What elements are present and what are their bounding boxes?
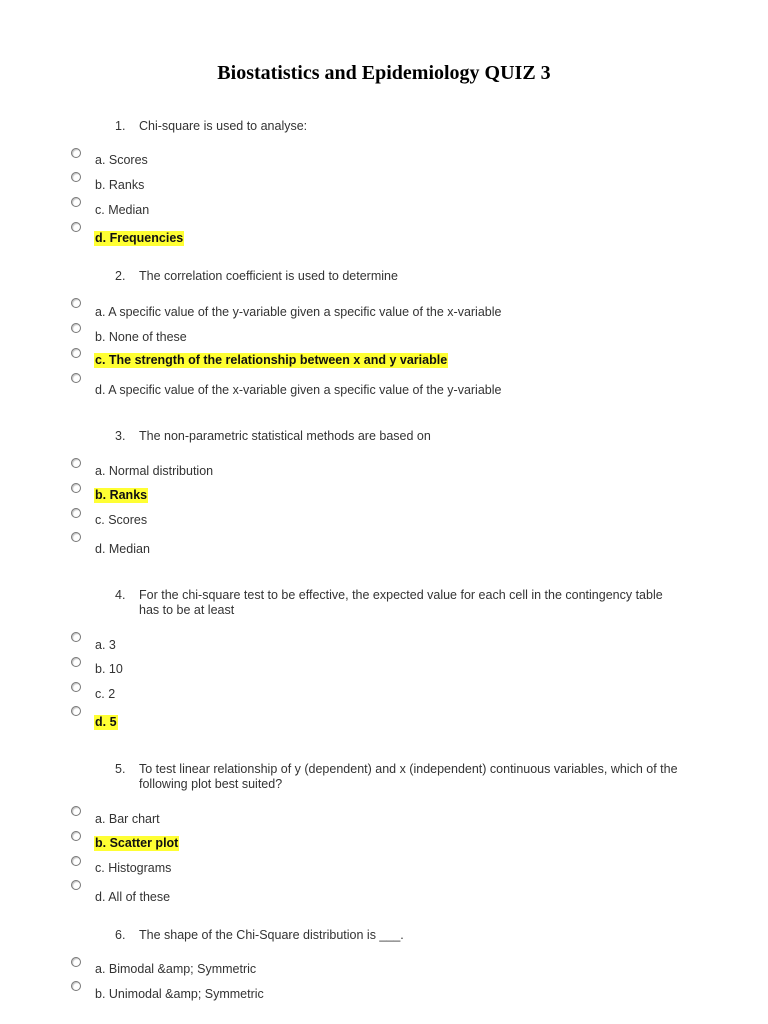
- option-label: d. A specific value of the x-variable given a specific value of the y-variable: [95, 383, 502, 397]
- correct-option-label: b. Ranks: [95, 488, 148, 502]
- radio-button[interactable]: [71, 323, 81, 333]
- option-label: c. Histograms: [95, 861, 172, 875]
- question-number: 3.: [115, 429, 126, 443]
- option-label: b. 10: [95, 662, 123, 676]
- radio-button[interactable]: [71, 981, 81, 991]
- option-label: d. All of these: [95, 890, 171, 904]
- option-label: c. Scores: [95, 513, 148, 527]
- question-text: The correlation coefficient is used to determine: [139, 269, 398, 283]
- option-label: b. Unimodal &amp; Symmetric: [95, 987, 264, 1001]
- question-6: [115, 928, 715, 943]
- question-text: To test linear relationship of y (dependent) and x (independent) continuous variables, which of the following plot best suited?: [139, 762, 678, 791]
- option-label: b. Ranks: [95, 178, 145, 192]
- question-number: 5.: [115, 762, 126, 776]
- radio-button[interactable]: [71, 222, 81, 232]
- radio-button[interactable]: [71, 148, 81, 158]
- radio-button[interactable]: [71, 706, 81, 716]
- radio-button[interactable]: [71, 657, 81, 667]
- question-text: The shape of the Chi-Square distribution is ___.: [139, 928, 404, 942]
- radio-button[interactable]: [71, 957, 81, 967]
- radio-button[interactable]: [71, 632, 81, 642]
- question-number: 2.: [115, 269, 126, 283]
- question-3: [115, 429, 715, 444]
- radio-button[interactable]: [71, 458, 81, 468]
- question-text: Chi-square is used to analyse:: [139, 119, 308, 133]
- question-4: [115, 588, 685, 618]
- option-label: a. Normal distribution: [95, 464, 214, 478]
- question-text: For the chi-square test to be effective, the expected value for each cell in the contingency table has to be at least: [139, 588, 663, 617]
- question-text: The non-parametric statistical methods are based on: [139, 429, 431, 443]
- option-label: a. A specific value of the y-variable given a specific value of the x-variable: [95, 305, 502, 319]
- option-label: d. Median: [95, 542, 150, 556]
- option-label: c. 2: [95, 687, 116, 701]
- radio-button[interactable]: [71, 508, 81, 518]
- correct-option-label: d. 5: [95, 715, 117, 729]
- radio-button[interactable]: [71, 682, 81, 692]
- option-label: a. Scores: [95, 153, 148, 167]
- question-2: [115, 269, 715, 284]
- radio-button[interactable]: [71, 483, 81, 493]
- question-number: 4.: [115, 588, 126, 602]
- option-label: a. Bar chart: [95, 812, 160, 826]
- option-label: a. 3: [95, 638, 116, 652]
- radio-button[interactable]: [71, 856, 81, 866]
- correct-option-label: b. Scatter plot: [95, 836, 179, 850]
- option-label: a. Bimodal &amp; Symmetric: [95, 962, 257, 976]
- question-1: [115, 119, 715, 134]
- question-number: 6.: [115, 928, 126, 942]
- radio-button[interactable]: [71, 880, 81, 890]
- question-number: 1.: [115, 119, 126, 133]
- radio-button[interactable]: [71, 298, 81, 308]
- correct-option-label: c. The strength of the relationship between x and y variable: [95, 353, 448, 367]
- radio-button[interactable]: [71, 831, 81, 841]
- radio-button[interactable]: [71, 348, 81, 358]
- question-5: [115, 762, 685, 792]
- option-label: c. Median: [95, 203, 150, 217]
- radio-button[interactable]: [71, 197, 81, 207]
- radio-button[interactable]: [71, 532, 81, 542]
- correct-option-label: d. Frequencies: [95, 231, 184, 245]
- radio-button[interactable]: [71, 373, 81, 383]
- page-title: Biostatistics and Epidemiology QUIZ 3: [217, 62, 551, 84]
- radio-button[interactable]: [71, 172, 81, 182]
- radio-button[interactable]: [71, 806, 81, 816]
- option-label: b. None of these: [95, 330, 187, 344]
